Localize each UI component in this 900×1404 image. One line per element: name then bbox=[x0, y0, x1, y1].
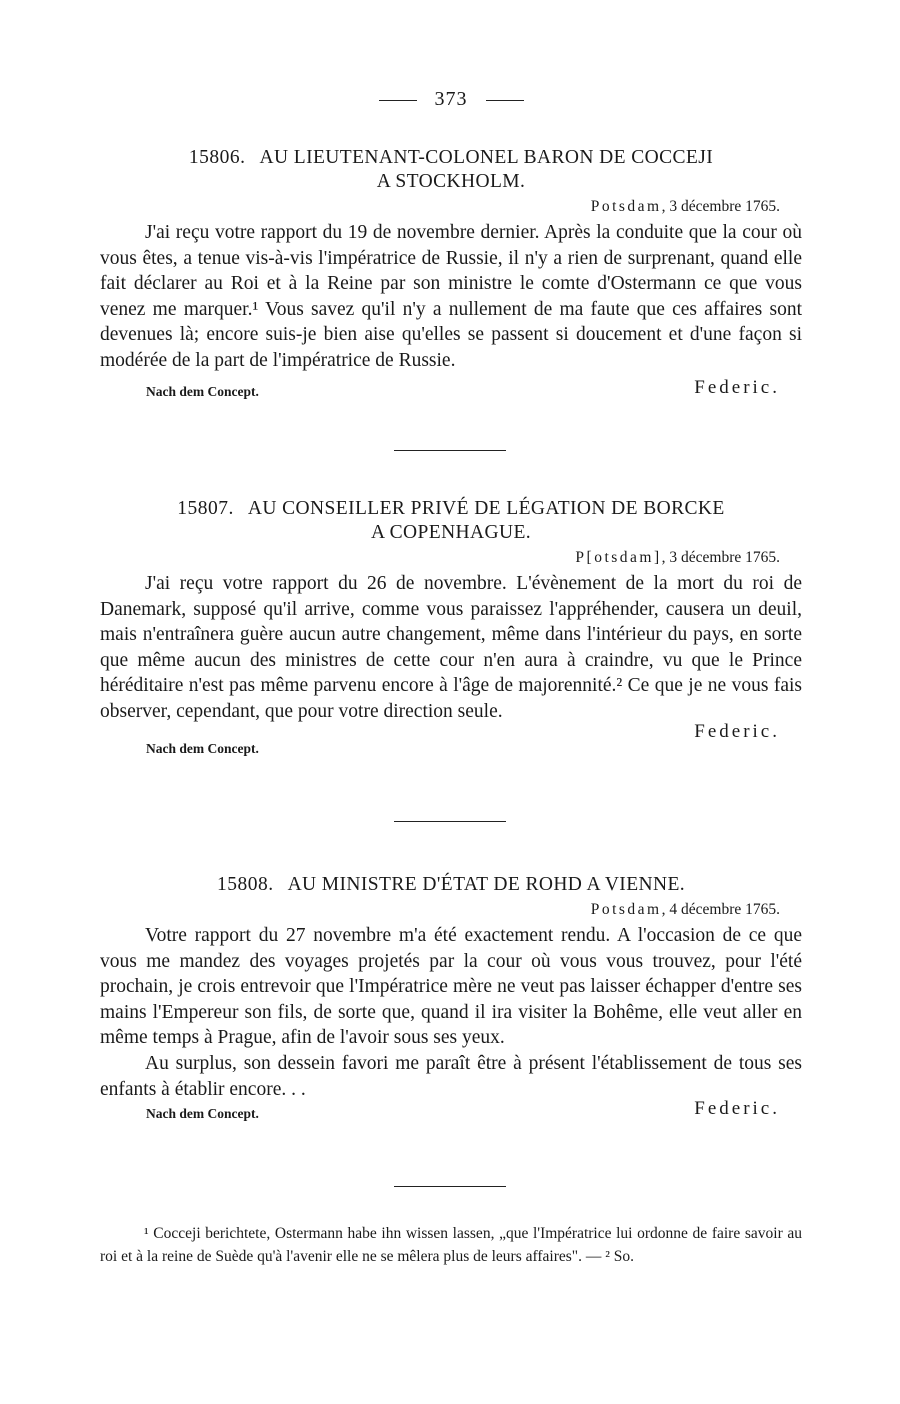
footnotes bbox=[100, 1222, 802, 1268]
letter-body bbox=[100, 923, 802, 1102]
letter-signature: Federic. bbox=[694, 720, 780, 742]
letter-body bbox=[100, 571, 802, 725]
letter-date: , 3 décembre 1765. bbox=[661, 549, 780, 566]
letter-source: Nach dem Concept. bbox=[146, 740, 259, 756]
letter-dateline bbox=[100, 198, 802, 216]
letter-place: Potsdam bbox=[590, 198, 662, 215]
letter-15806 bbox=[100, 146, 802, 398]
section-divider bbox=[394, 821, 506, 822]
letter-signature: Federic. bbox=[694, 1098, 780, 1120]
letter-paragraph: J'ai reçu votre rapport du 19 de novembre dernier. Après la conduite que la cour où vous êtes, a tenue vis-à-vis l'impératrice de Russie, il n'y a rien de surprenant, quand elle fait déclarer au Roi et à la Reine par son ministre le comte d'Ostermann ce que vous venez me marquer.¹ Vous savez qu'il n'y a nullement de ma faute que ces affaires sont devenues là; encore suis-je bien aise qu'elles se passent si doucement et d'une façon si modérée de la part de l'impératrice de Russie. bbox=[100, 222, 802, 371]
letter-number: 15806. bbox=[188, 147, 246, 168]
letter-closing bbox=[100, 1098, 802, 1122]
letter-body bbox=[100, 220, 802, 374]
letter-signature: Federic. bbox=[694, 376, 780, 398]
letter-place: P[otsdam] bbox=[575, 549, 662, 566]
header-dash-left bbox=[379, 100, 417, 101]
letter-closing bbox=[100, 721, 802, 761]
letter-source: Nach dem Concept. bbox=[146, 383, 259, 399]
letter-paragraph: J'ai reçu votre rapport du 26 de novembre. L'évènement de la mort du roi de Danemark, supposé qu'il arrive, comme vous paraissez l'appréhender, causera un deuil, mais n'entraînera guère aucun autre changement, même dans l'intérieur du pays, en sorte que même aucun des ministres de cette cour n'en aura à craindre, vu que le Prince héréditaire n'est pas même parvenu encore à l'âge de majorennité.² Ce que je ne vous fais observer, cependant, que pour votre direction seule. bbox=[100, 573, 802, 722]
letter-title bbox=[100, 497, 802, 545]
letter-number: 15808. bbox=[216, 874, 274, 895]
section-divider bbox=[394, 1186, 506, 1187]
letter-title bbox=[100, 146, 802, 194]
letter-title-line1: AU CONSEILLER PRIVÉ DE LÉGATION DE BORCKE bbox=[247, 498, 725, 519]
page-number: 373 bbox=[434, 88, 468, 110]
letter-title-line2: A STOCKHOLM. bbox=[376, 171, 526, 192]
letter-place: Potsdam bbox=[590, 901, 662, 918]
letter-source: Nach dem Concept. bbox=[146, 1106, 259, 1122]
letter-dateline bbox=[100, 549, 802, 567]
letter-dateline bbox=[100, 901, 802, 919]
header-dash-right bbox=[486, 100, 524, 101]
letter-15807 bbox=[100, 497, 802, 761]
letter-closing bbox=[100, 374, 802, 398]
letter-date: , 4 décembre 1765. bbox=[661, 901, 780, 918]
letter-date: , 3 décembre 1765. bbox=[661, 198, 780, 215]
page-header bbox=[100, 88, 802, 111]
footnote-text: ¹ Cocceji berichtete, Ostermann habe ihn wissen lassen, „que l'Impératrice lui ordonne de faire savoir au roi et à la reine de Suède qu'à l'avenir elle ne se mêlera plus de leurs affaires". — ² So. bbox=[100, 1225, 802, 1265]
letter-title bbox=[100, 873, 802, 897]
letter-paragraph: Votre rapport du 27 novembre m'a été exactement rendu. A l'occasion de ce que vous me mandez des voyages projetés par la cour où vous vous trouvez, pour l'été prochain, je crois entrevoir que l'Impératrice mère ne veut pas laisser échapper d'entre ses mains l'Empereur son fils, de sorte que, quand il ira visiter la Bohême, elle veut aller en même temps à Prague, afin de l'avoir sous ses yeux. bbox=[100, 925, 802, 1049]
letter-title-line1: AU LIEUTENANT-COLONEL BARON DE COCCEJI bbox=[259, 147, 714, 168]
letter-paragraph: Au surplus, son dessein favori me paraît être à présent l'établissement de tous ses enfants à établir encore. . . bbox=[100, 1052, 802, 1100]
letter-number: 15807. bbox=[177, 498, 234, 519]
letter-title-line1: AU MINISTRE D'ÉTAT DE ROHD A VIENNE. bbox=[287, 874, 686, 895]
letter-title-line2: A COPENHAGUE. bbox=[370, 522, 532, 543]
letter-15808 bbox=[100, 873, 802, 1122]
section-divider bbox=[394, 450, 506, 451]
